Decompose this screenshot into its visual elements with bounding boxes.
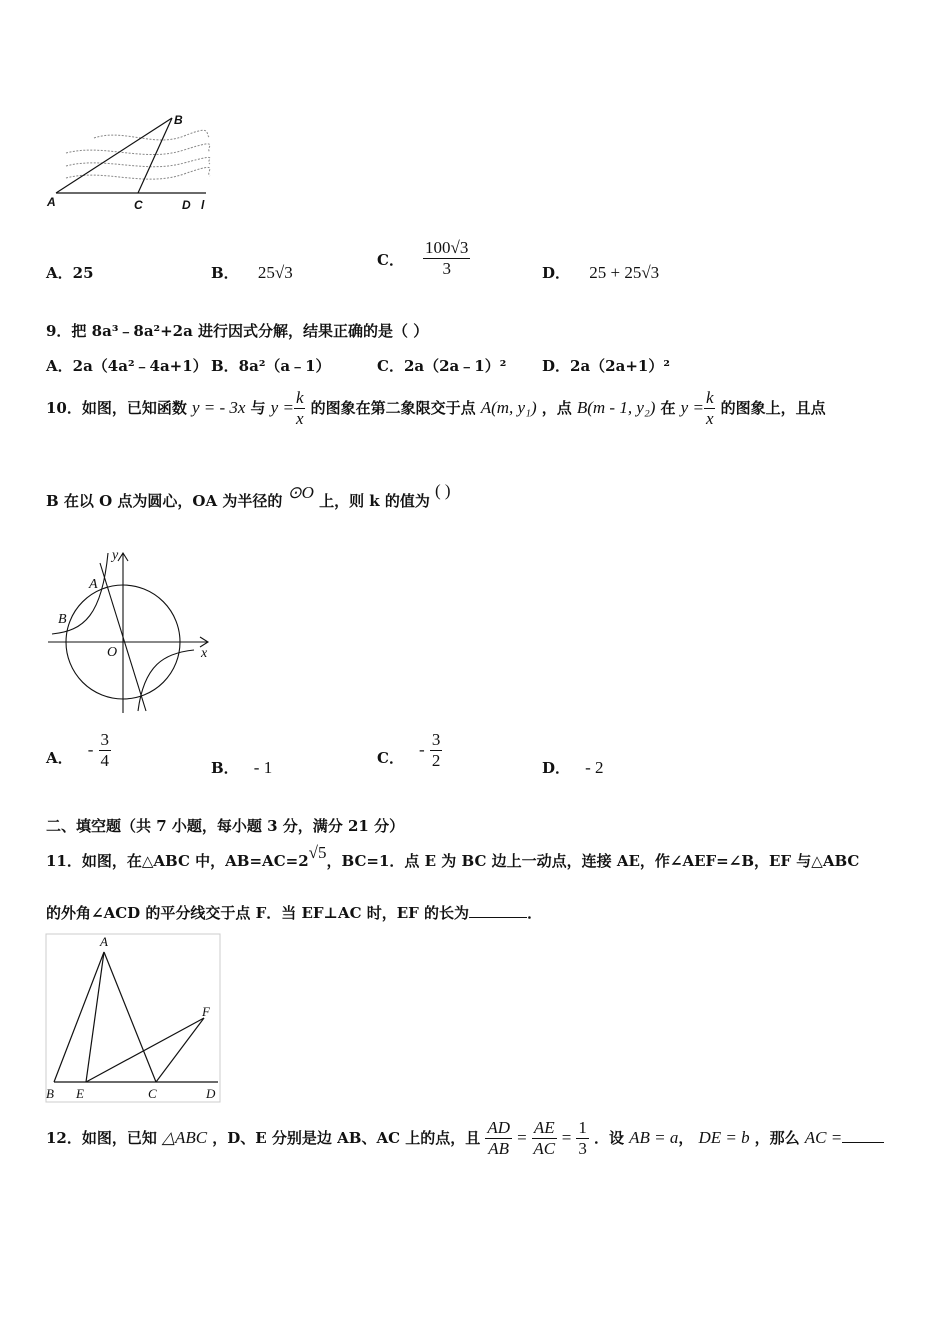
q11-answer-blank[interactable] xyxy=(469,917,527,918)
q9-option-b: B．8a²（a﹣1） xyxy=(211,357,331,375)
q10-line2: B 在以 O 点为圆心，OA 为半径的 ⊙O 上，则 k 的值为 ( ) xyxy=(46,481,451,510)
q11-line1: 11．如图，在△ABC 中，AB=AC=2√5，BC=1．点 E 为 BC 边上一动点，连接 AE，作∠AEF=∠B，EF 与△ABC xyxy=(46,843,860,870)
label-x: x xyxy=(201,646,208,661)
label-O: O xyxy=(107,645,118,660)
label-F: F xyxy=(202,1004,210,1019)
label-B: B xyxy=(174,113,183,127)
q8-option-b: B． 25√3 xyxy=(211,263,293,282)
q12-answer-blank[interactable] xyxy=(842,1142,884,1143)
label-A: A xyxy=(100,934,108,949)
q8-option-d: D． 25 + 25√3 xyxy=(542,263,660,282)
q10-line1: 10．如图，已知函数 y = - 3x 与 y = $\frac{k}{x}$ 的图象在第二象限交于点 A(m, y₁) ，点 B(m - 1, y₂) 在 y = $\frac{k}{x}$ 的图象上，且点 xyxy=(46,388,826,428)
q10-option-b: B． - 1 xyxy=(211,758,273,777)
q9-option-a: A．2a（4a²﹣4a+1） xyxy=(46,357,208,375)
q10-option-d: D． - 2 xyxy=(542,758,604,777)
label-A: A xyxy=(47,195,56,209)
q11-line2: 的外角∠ACD 的平分线交于点 F．当 EF⊥AC 时，EF 的长为 ． xyxy=(46,904,543,922)
label-B: B xyxy=(46,1086,54,1101)
figure-triangle-abc xyxy=(44,932,222,1104)
q8-option-a: A．25 xyxy=(46,264,94,282)
label-B: B xyxy=(58,612,67,627)
figure-river xyxy=(44,108,220,214)
q10-option-a: A． - $\frac{3}{4}$ xyxy=(46,730,109,770)
q8-option-c: C． $\frac{100√3}{3}$ xyxy=(377,238,469,278)
section-heading: 二、填空题（共 7 小题，每小题 3 分，满分 21 分） xyxy=(46,817,405,835)
label-C: C xyxy=(134,198,143,212)
q9-stem: 9．把 8a³﹣8a²+2a 进行因式分解，结果正确的是（ ） xyxy=(46,322,429,340)
figure-circle-graph xyxy=(44,545,216,715)
label-D: D xyxy=(182,198,191,212)
label-A: A xyxy=(89,577,98,592)
q9-option-d: D．2a（2a+1）² xyxy=(542,357,670,375)
q10-option-c: C． - $\frac{3}{2}$ xyxy=(377,730,441,770)
label-y: y xyxy=(112,548,119,563)
label-E: E xyxy=(76,1086,84,1101)
label-C: C xyxy=(148,1086,157,1101)
q12-line: 12．如图，已知 △ABC ，D、E 分别是边 AB、AC 上的点，且 $\frac{AD}{AB}$ = $\frac{AE}{AC}$ = $\frac{1}{3}$ ．设 AB = a， DE = b ，那么 AC = xyxy=(46,1118,884,1159)
label-l: l xyxy=(201,198,205,212)
q9-option-c: C．2a（2a﹣1）² xyxy=(377,357,507,375)
label-D: D xyxy=(206,1086,216,1101)
